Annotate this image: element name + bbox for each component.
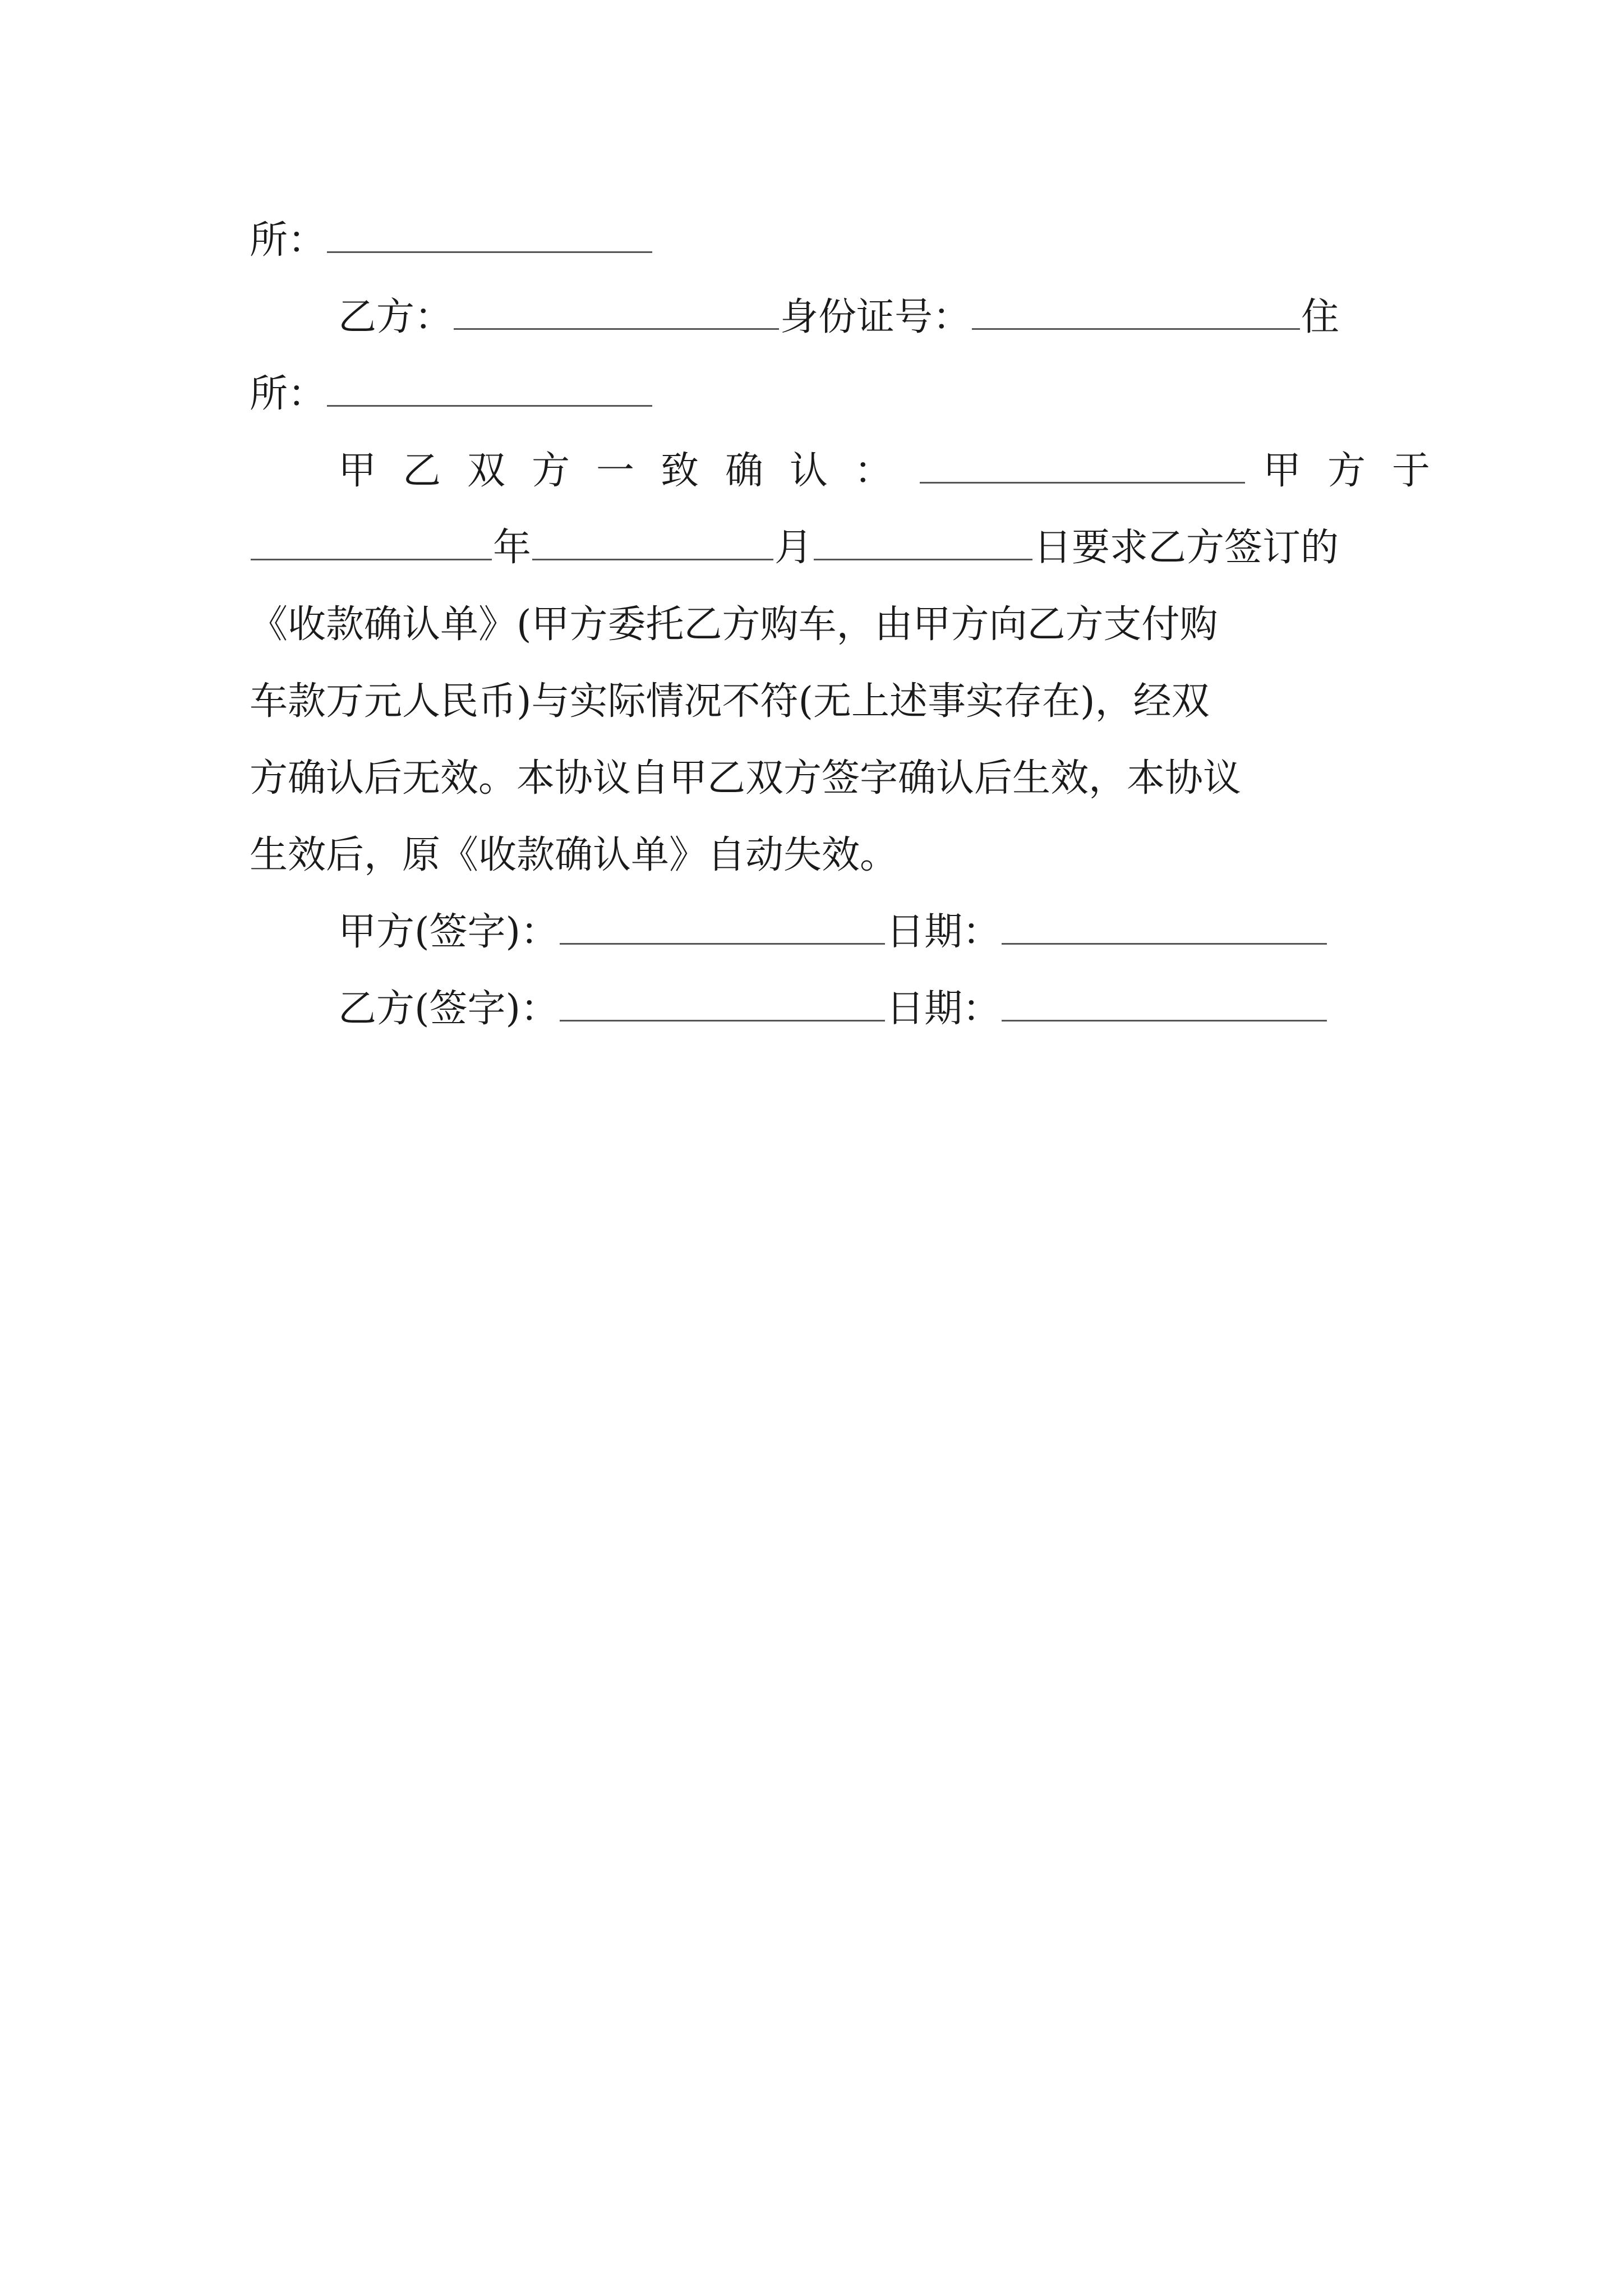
signature-line-party-a: [250, 894, 1388, 970]
party-a-signature-label: 甲方(签字)：: [338, 910, 559, 954]
party-b-label: 乙方：: [338, 295, 453, 339]
party-b-signature-blank: [560, 981, 885, 1022]
day-text: 日要求乙方签订的: [1034, 526, 1339, 570]
paragraph-line: 生效后，原《收款确认单》自动失效。: [250, 833, 898, 877]
month-blank: [532, 519, 773, 560]
document-body: [250, 202, 1457, 1047]
paragraph-line: 方确认后无效。本协议自甲乙双方签字确认后生效，本协议: [250, 756, 1242, 800]
party-a-date-label: 日期：: [886, 910, 1001, 954]
address-line-party-b: [250, 356, 1388, 432]
party-a-on-text: 甲方于: [1263, 449, 1457, 493]
confirm-line: [250, 432, 1457, 509]
paragraph-line: 车款万元人民币)与实际情况不符(无上述事实存在)，经双: [250, 679, 1210, 724]
confirm-blank: [920, 443, 1245, 484]
party-b-name-blank: [454, 289, 779, 330]
address-blank: [327, 366, 652, 407]
party-b-date-label: 日期：: [886, 987, 1001, 1031]
party-a-date-blank: [1002, 904, 1327, 945]
paragraph-line: 《收款确认单》(甲方委托乙方购车，由甲方向乙方支付购: [250, 602, 1218, 647]
date-line: [250, 509, 1388, 586]
year-blank: [251, 519, 492, 560]
day-blank: [814, 519, 1032, 560]
party-b-signature-label: 乙方(签字)：: [338, 987, 559, 1031]
address-line-party-a: [250, 202, 1388, 279]
id-number-label: 身份证号：: [780, 295, 971, 339]
signature-line-party-b: [250, 970, 1388, 1047]
party-b-line: [250, 279, 1388, 356]
address-label: 所：: [250, 218, 326, 263]
party-b-date-blank: [1002, 981, 1327, 1022]
id-number-blank: [972, 289, 1300, 330]
month-label: 月: [774, 526, 813, 570]
year-label: 年: [493, 526, 532, 570]
address-blank: [327, 212, 652, 253]
address-label-start: 住: [1301, 295, 1340, 339]
address-label: 所：: [250, 372, 326, 416]
confirm-text: 甲乙双方一致确认：: [338, 449, 919, 493]
party-a-signature-blank: [560, 904, 885, 945]
